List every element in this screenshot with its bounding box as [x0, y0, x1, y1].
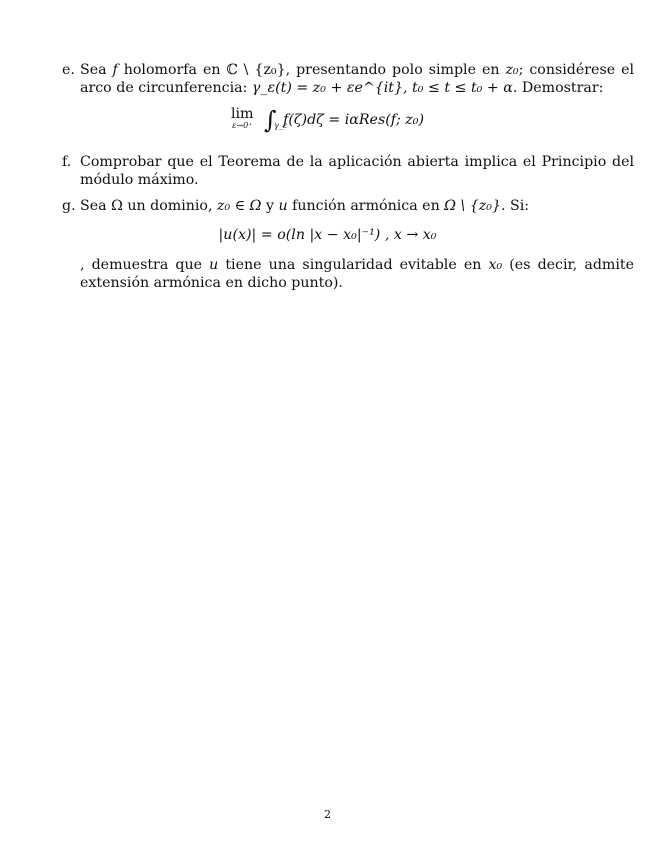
item-g-cond1: z₀ ∈ Ω: [217, 198, 262, 214]
item-g-text1: Sea Ω un dominio,: [80, 198, 217, 214]
lim-subscript: ε→0⁺: [232, 121, 253, 130]
equation-e: [0, 108, 655, 132]
item-g-text4: . Si:: [501, 198, 530, 214]
item-e-f: f: [112, 62, 118, 78]
lim-text: lim: [230, 106, 254, 122]
item-f-body: Comprobar que el Teorema de la aplicación abierta implica el Principio del módulo máximo.: [80, 154, 634, 188]
item-g-text3: función armónica en: [287, 198, 445, 214]
item-g-x0: x₀: [488, 257, 503, 273]
item-g-u: u: [278, 198, 288, 214]
limit-operator: [230, 106, 254, 131]
integral-sign: [264, 106, 288, 134]
equation-e-rhs: f(ζ)dζ = iαRes(f; z₀): [283, 112, 425, 128]
item-g-u2: u: [209, 257, 219, 273]
equation-g: |u(x)| = o(ln |x − x₀|⁻¹) , x → x₀: [218, 227, 437, 243]
integral-subscript: γ_ε: [274, 121, 288, 130]
item-g-set: Ω \ {z₀}: [444, 198, 501, 214]
item-g-label: g.: [62, 198, 76, 214]
item-g-body: [80, 197, 634, 215]
item-e-text1: Sea: [80, 62, 113, 78]
item-e-set: ℂ \ {z₀}: [226, 62, 286, 78]
item-e-text5: . Demostrar:: [512, 80, 604, 96]
integral-symbol: ∫: [264, 106, 277, 134]
item-e-z0: z₀: [505, 62, 519, 78]
item-f-label: f.: [62, 154, 72, 170]
item-g-continuation: [62, 256, 634, 292]
item-e-text4: ; considérese el arco de circunferencia:: [80, 62, 635, 96]
item-g-text2: y: [261, 198, 279, 214]
item-g: [62, 197, 634, 215]
item-e: [62, 61, 634, 97]
page-number: 2: [324, 808, 331, 821]
item-e-text2: holomorfa en: [117, 62, 227, 78]
item-e-body: [80, 61, 634, 97]
item-e-gamma: γ_ε(t) = z₀ + εe^{it}, t₀ ≤ t ≤ t₀ + α: [251, 80, 513, 96]
item-g-cont2: tiene una singularidad evitable en: [218, 257, 489, 273]
item-g-continuation-body: [80, 256, 634, 292]
item-f: [62, 153, 634, 189]
item-g-cont1: , demuestra que: [80, 257, 210, 273]
item-g-cont3: (es decir, admite extensión armónica en dicho punto).: [80, 257, 634, 291]
item-e-text3: , presentando polo simple en: [285, 62, 506, 78]
item-e-label: e.: [62, 62, 75, 78]
